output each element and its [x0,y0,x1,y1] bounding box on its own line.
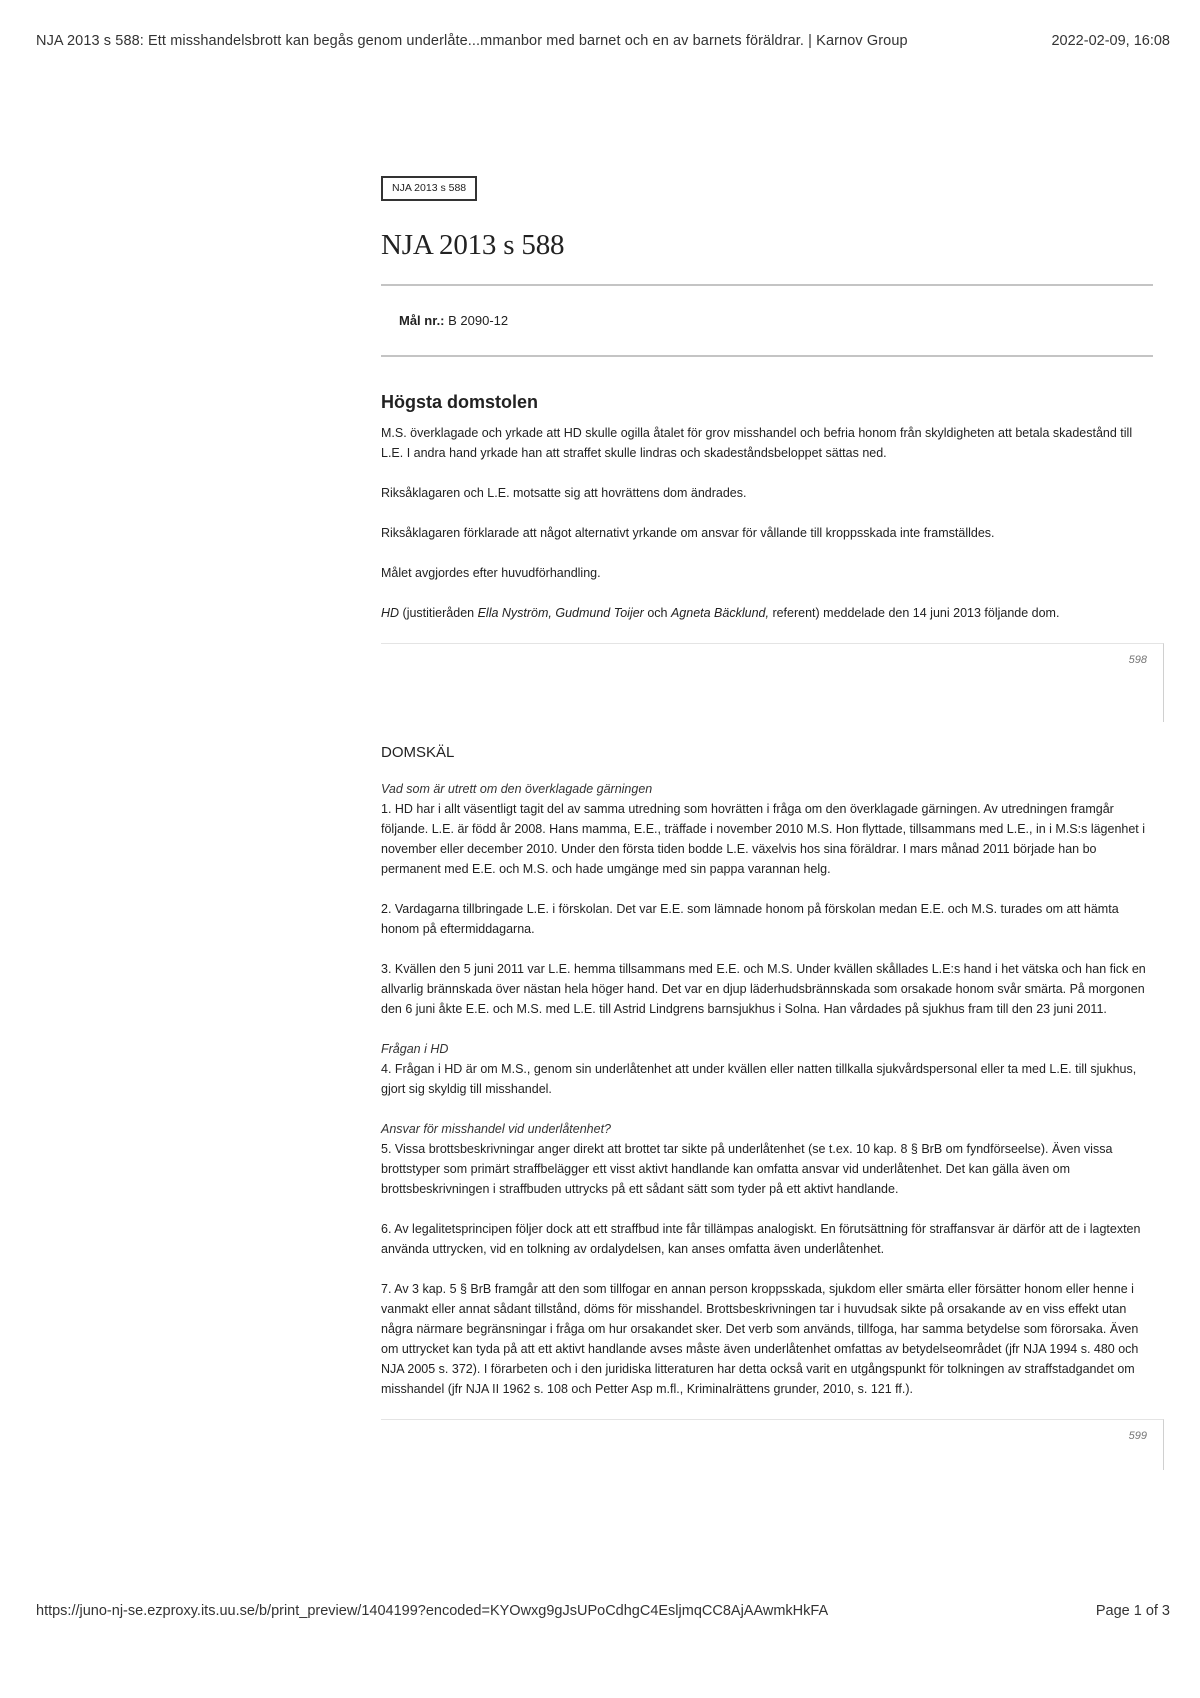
paragraph: Målet avgjordes efter huvudförhandling. [381,566,601,580]
print-header [36,33,1170,53]
paragraph: 6. Av legalitetsprincipen följer dock att ett straffbud inte får tillämpas analogiskt. En förutsättning för straffansvar är därför att de i lagtexten använda uttrycken, vid en tolkning av ordalydelsen, kan anses omfatta även underlåtenhet. [381,1222,1141,1256]
judges-text: referent) meddelade den 14 juni 2013 följande dom. [768,606,1060,620]
document-content [381,176,1153,1470]
page-url: https://juno-nj-se.ezproxy.its.uu.se/b/print_preview/1404199?encoded=KYOwxg9gJsUPoCdhgC4EsljmqCC8AjAAwmkHkFA [36,1603,829,1619]
divider [381,284,1153,286]
judges-text: (justitieråden [399,606,478,620]
judges-names: Agneta Bäcklund, [670,606,769,620]
subheading: Ansvar för misshandel vid underlåtenhet? [381,1122,611,1136]
judges-names: Ella Nyström, Gudmund Toijer [477,606,644,620]
page-break-marker [381,643,1164,722]
page-title-header: NJA 2013 s 588: Ett misshandelsbrott kan begås genom underlåte...mmanbor med barnet och en av barnets föräldrar. | Karnov Group [36,33,908,49]
document-badge: NJA 2013 s 588 [381,176,477,201]
paragraph: 2. Vardagarna tillbringade L.E. i förskolan. Det var E.E. som lämnade honom på förskolan medan E.E. och M.S. turades om att hämta honom på eftermiddagarna. [381,902,1119,936]
paragraph: 4. Frågan i HD är om M.S., genom sin underlåtenhet att under kvällen eller natten tillkalla sjukvårdspersonal eller ta med L.E. till sjukhus, gjort sig skyldig till misshandel. [381,1062,1137,1096]
paragraph: 3. Kvällen den 5 juni 2011 var L.E. hemma tillsammans med E.E. och M.S. Under kvällen skållades L.E:s hand i het vätska och han fick en allvarlig brännskada över nästan hela höger hand. Det var en djup läderhudsbrännskada som orsakade honom svår smärta. På morgonen den 6 juni åkte E.E. och M.S. med L.E. till Astrid Lindgrens barnsjukhus i Solna. Han vårdades på sjukhus fram till den 23 juni 2011. [381,962,1146,1016]
paragraph: Riksåklagaren och L.E. motsatte sig att hovrättens dom ändrades. [381,486,747,500]
divider [381,355,1153,357]
paragraph: 1. HD har i allt väsentligt tagit del av samma utredning som hovrätten i fråga om den överklagade gärningen. Av utredningen framgår följande. L.E. är född år 2008. Hans mamma, E.E., träffade i november 2010 M.S. Hon flyttade, tillsammans med L.E., in i M.S:s lägenhet i november eller december 2010. Under den första tiden bodde L.E. växelvis hos sina föräldrar. I mars månad 2011 började han bo permanent med E.E. och M.S. och hade umgänge med sin pappa varannan helg. [381,802,1146,876]
judges-text: och [643,606,671,620]
print-datetime: 2022-02-09, 16:08 [1051,33,1170,49]
judges-paragraph [381,603,1153,623]
case-number [399,313,1153,328]
case-number-label: Mål nr.: [399,313,445,328]
subheading: Frågan i HD [381,1042,449,1056]
page-break-marker [381,1419,1164,1470]
document-title: NJA 2013 s 588 [381,229,565,261]
court-heading: Högsta domstolen [381,392,539,412]
page-count: Page 1 of 3 [1095,1603,1170,1619]
judges-prefix: HD [381,606,400,620]
paragraph: 7. Av 3 kap. 5 § BrB framgår att den som tillfogar en annan person kroppsskada, sjukdom eller smärta eller försätter honom eller henne i vanmakt eller annat sådant tillstånd, döms för misshandel. Brottsbeskrivningen tar i huvudsak sikte på orsakande av en viss effekt utan några närmare begränsningar i fråga om hur orsakandet sker. Det verb som används, tillfoga, har samma betydelse som förorsaka. Även om uttrycket kan tyda på att ett aktivt handlande avses måste även underlåtenhet omfattas av betydelseområdet (jfr NJA 1994 s. 480 och NJA 2005 s. 372). I förarbeten och i den juridiska litteraturen har detta också varit en utgångspunkt för tolkningen av straffstadgandet om misshandel (jfr NJA II 1962 s. 108 och Petter Asp m.fl., Kriminalrättens grunder, 2010, s. 121 ff.). [381,1282,1139,1396]
section-heading: DOMSKÄL [381,744,455,761]
case-number-value: B 2090-12 [448,313,509,328]
subheading: Vad som är utrett om den överklagade gärningen [381,782,653,796]
paragraph: 5. Vissa brottsbeskrivningar anger direkt att brottet tar sikte på underlåtenhet (se t.ex. 10 kap. 8 § BrB om fyndförseelse). Även vissa brottstyper som primärt straffbelägger ett visst aktivt handlande kan omfatta ansvar vid underlåtenhet. Det kan gälla även om brottsbeskrivningen i straffbuden uttrycks på ett sådant sätt som tyder på ett aktivt handlande. [381,1142,1113,1196]
print-footer [36,1603,1170,1623]
paragraph: M.S. överklagade och yrkade att HD skulle ogilla åtalet för grov misshandel och befria honom från skyldigheten att betala skadestånd till L.E. I andra hand yrkade han att straffet skulle lindras och skadeståndsbeloppet sättas ned. [381,426,1133,460]
page-number-marker: 599 [1128,1430,1147,1442]
page-number-marker: 598 [1128,654,1147,666]
paragraph: Riksåklagaren förklarade att något alternativt yrkande om ansvar för vållande till kroppsskada inte framställdes. [381,526,995,540]
